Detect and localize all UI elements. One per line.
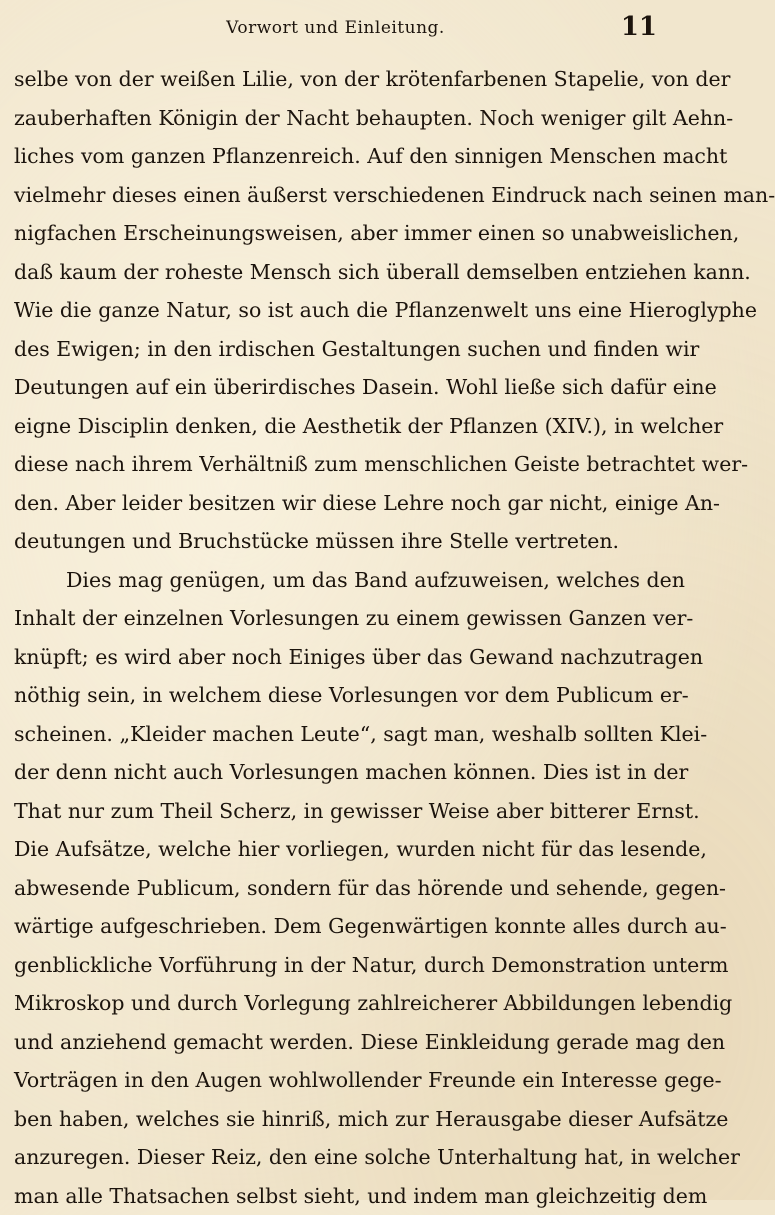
text-line: Inhalt der einzelnen Vorlesungen zu einem gewissen Ganzen ver- [14,599,656,638]
text-line: abwesende Publicum, sondern für das hörende und sehende, gegen- [14,869,656,908]
page-number: 11 [621,12,657,42]
text-line: diese nach ihrem Verhältniß zum menschlichen Geiste betrachtet wer- [14,445,656,484]
text-line: scheinen. „Kleider machen Leute“, sagt man, weshalb sollten Klei- [14,715,656,754]
page-header [14,12,657,52]
running-head: Vorwort und Einleitung. [14,18,657,38]
paragraph-1 [14,60,656,561]
text-line: den. Aber leider besitzen wir diese Lehre noch gar nicht, einige An- [14,484,656,523]
text-line: man alle Thatsachen selbst sieht, und indem man gleichzeitig dem [14,1177,656,1215]
text-line: selbe von der weißen Lilie, von der krötenfarbenen Stapelie, von der [14,60,656,99]
text-line: Wie die ganze Natur, so ist auch die Pflanzenwelt uns eine Hieroglyphe [14,291,656,330]
text-line: wärtige aufgeschrieben. Dem Gegenwärtigen konnte alles durch au- [14,907,656,946]
text-line: vielmehr dieses einen äußerst verschiedenen Eindruck nach seinen man- [14,176,656,215]
text-line: der denn nicht auch Vorlesungen machen können. Dies ist in der [14,753,656,792]
text-line: Die Aufsätze, welche hier vorliegen, wurden nicht für das lesende, [14,830,656,869]
text-line: zauberhaften Königin der Nacht behaupten. Noch weniger gilt Aehn- [14,99,656,138]
text-line: eigne Disciplin denken, die Aesthetik der Pflanzen (XIV.), in welcher [14,407,656,446]
text-line: des Ewigen; in den irdischen Gestaltungen suchen und finden wir [14,330,656,369]
text-line: nöthig sein, in welchem diese Vorlesungen vor dem Publicum er- [14,676,656,715]
text-line: Vorträgen in den Augen wohlwollender Freunde ein Interesse gege- [14,1061,656,1100]
text-line: anzuregen. Dieser Reiz, den eine solche Unterhaltung hat, in welcher [14,1138,656,1177]
text-line: Mikroskop und durch Vorlegung zahlreicherer Abbildungen lebendig [14,984,656,1023]
text-line: nigfachen Erscheinungsweisen, aber immer einen so unabweislichen, [14,214,656,253]
text-line: That nur zum Theil Scherz, in gewisser Weise aber bitterer Ernst. [14,792,656,831]
text-line: Deutungen auf ein überirdisches Dasein. Wohl ließe sich dafür eine [14,368,656,407]
text-line: ben haben, welches sie hinriß, mich zur Herausgabe dieser Aufsätze [14,1100,656,1139]
text-line: Dies mag genügen, um das Band aufzuweisen, welches den [14,561,656,600]
text-line: deutungen und Bruchstücke müssen ihre Stelle vertreten. [14,522,656,561]
text-line: genblickliche Vorführung in der Natur, durch Demonstration unterm [14,946,656,985]
text-line: daß kaum der roheste Mensch sich überall demselben entziehen kann. [14,253,656,292]
text-line: knüpft; es wird aber noch Einiges über das Gewand nachzutragen [14,638,656,677]
body-text [14,60,656,1215]
text-line: liches vom ganzen Pflanzenreich. Auf den sinnigen Menschen macht [14,137,656,176]
paragraph-2 [14,561,656,1215]
text-line: und anziehend gemacht werden. Diese Einkleidung gerade mag den [14,1023,656,1062]
